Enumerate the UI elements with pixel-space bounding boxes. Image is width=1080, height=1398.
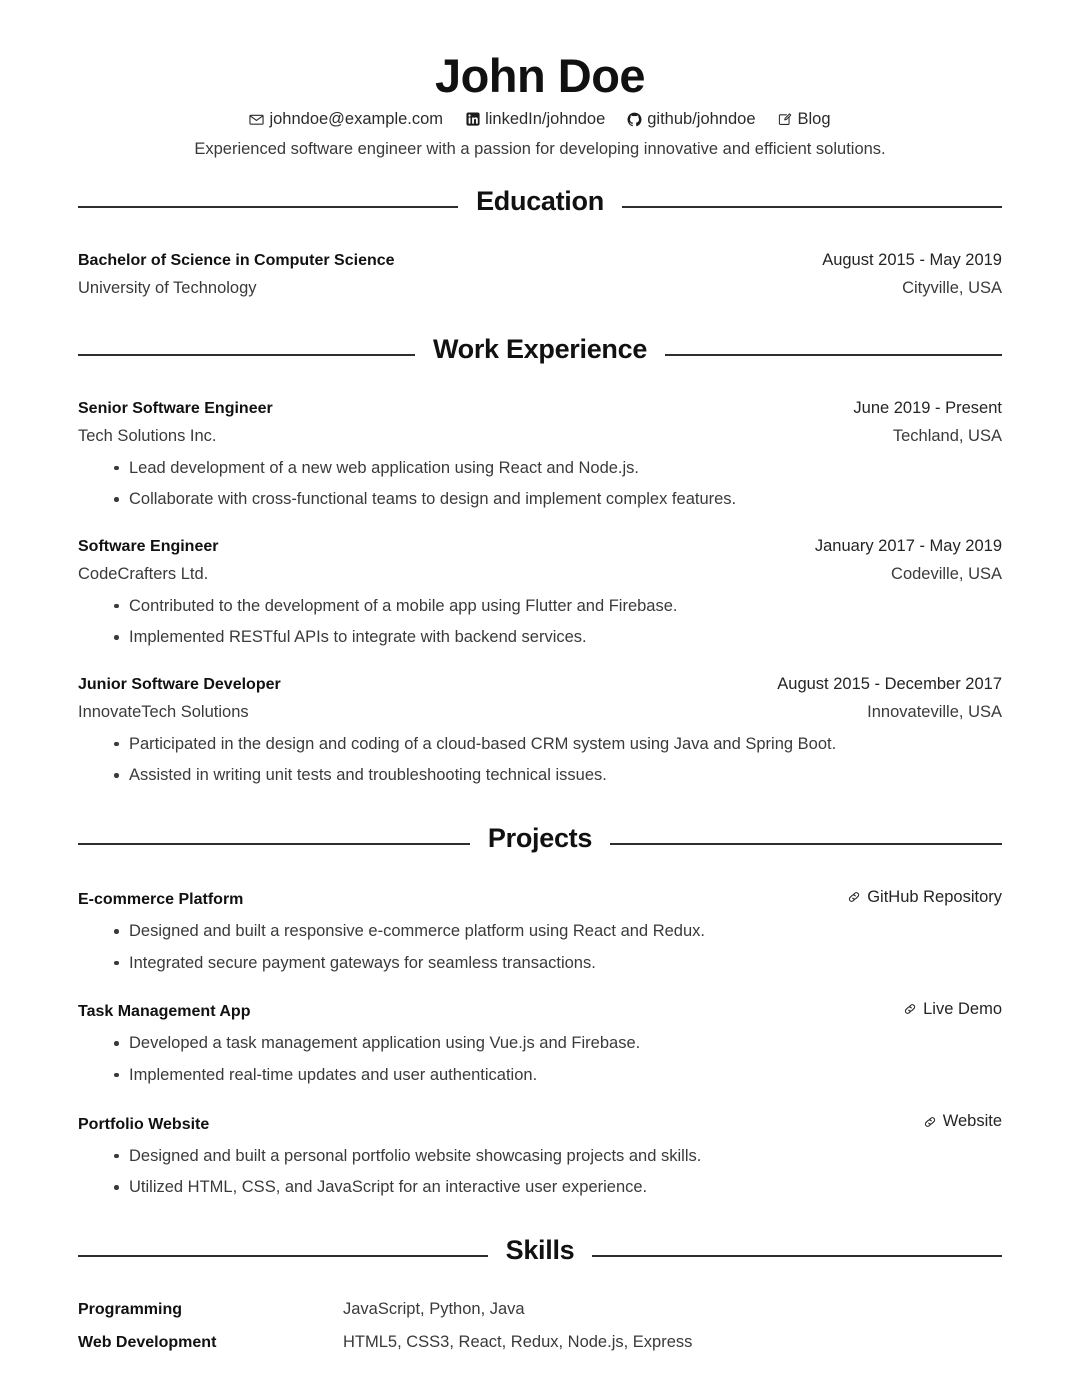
entry-location: Techland, USA [892,426,1002,445]
contact-linkedin-label: linkedIn/johndoe [485,109,606,128]
entry-title: Bachelor of Science in Computer Science [78,251,395,269]
list-item: Lead development of a new web application using React and Node.js. [78,458,1002,479]
skill-row [78,1333,1002,1352]
project-link[interactable] [923,1112,1002,1131]
project-link[interactable] [847,888,1002,907]
entry-location: Codeville, USA [891,564,1002,583]
section-skills [78,1234,1002,1352]
list-item: Contributed to the development of a mobile app using Flutter and Firebase. [78,596,1002,617]
entry-bullets [78,921,1002,974]
section-work-experience [78,333,1002,787]
entry-title: Junior Software Developer [78,675,281,693]
linkedin-icon [465,112,480,127]
entry-subtitle: InnovateTech Solutions [78,702,249,721]
education-entry [78,251,1002,298]
section-title: Work Experience [432,333,648,364]
entry-bullets [78,734,1002,787]
project-link-label: Live Demo [923,999,1002,1018]
project-entry [78,1112,1002,1198]
section-projects [78,822,1002,1199]
resume-header [78,50,1002,160]
heading-rule-left [78,1255,488,1257]
list-item: Utilized HTML, CSS, and JavaScript for an interactive user experience. [78,1177,1002,1198]
skill-value: HTML5, CSS3, React, Redux, Node.js, Express [343,1332,693,1351]
entry-dates: June 2019 - Present [853,398,1002,417]
heading-rule-right [665,354,1002,356]
entry-subtitle: University of Technology [78,278,257,297]
entry-bullets [78,458,1002,511]
entry-dates: August 2015 - May 2019 [822,250,1002,269]
project-link-label: GitHub Repository [867,887,1002,906]
section-heading-education [78,185,1002,221]
entry-title: Senior Software Engineer [78,399,273,417]
section-heading-projects [78,822,1002,858]
list-item: Designed and built a personal portfolio website showcasing projects and skills. [78,1146,1002,1167]
link-icon [903,1002,917,1016]
project-entry [78,888,1002,974]
work-entry [78,399,1002,511]
skill-row [78,1300,1002,1319]
list-item: Participated in the design and coding of a cloud-based CRM system using Java and Spring Boot. [78,734,1002,755]
entry-bullets [78,1033,1002,1086]
list-item: Integrated secure payment gateways for seamless transactions. [78,953,1002,974]
section-title: Education [476,185,604,216]
section-education [78,185,1002,298]
heading-rule-left [78,206,458,208]
work-entry [78,537,1002,649]
heading-rule-left [78,354,415,356]
section-title: Skills [505,1234,575,1265]
section-heading-work [78,333,1002,369]
list-item: Developed a task management application using Vue.js and Firebase. [78,1033,1002,1054]
contact-github-label: github/johndoe [647,109,756,128]
contact-email-label: johndoe@example.com [269,109,444,128]
contact-linkedin[interactable] [465,110,605,129]
contact-email[interactable] [249,110,443,129]
entry-subtitle: CodeCrafters Ltd. [78,564,209,583]
skill-label: Web Development [78,1333,217,1351]
project-link[interactable] [903,1000,1002,1019]
entry-location: Innovateville, USA [867,702,1002,721]
contact-blog[interactable] [778,110,831,129]
list-item: Designed and built a responsive e-commerce platform using React and Redux. [78,921,1002,942]
entry-dates: August 2015 - December 2017 [777,674,1002,693]
project-entry [78,1000,1002,1086]
envelope-icon [249,112,264,127]
heading-rule-left [78,843,470,845]
section-title: Projects [487,822,593,853]
entry-title: Portfolio Website [78,1115,210,1133]
link-icon [847,890,861,904]
list-item: Assisted in writing unit tests and troubleshooting technical issues. [78,765,1002,786]
contact-blog-label: Blog [797,109,831,128]
work-entry [78,675,1002,787]
list-item: Implemented RESTful APIs to integrate with backend services. [78,627,1002,648]
contact-links [78,110,1002,129]
github-icon [627,112,642,127]
list-item: Collaborate with cross-functional teams to design and implement complex features. [78,489,1002,510]
skill-value: JavaScript, Python, Java [343,1299,525,1318]
entry-title: E-commerce Platform [78,891,244,909]
entry-title: Software Engineer [78,537,219,555]
entry-bullets [78,1146,1002,1199]
entry-bullets [78,596,1002,649]
heading-rule-right [622,206,1002,208]
heading-rule-right [610,843,1002,845]
edit-icon [778,112,793,127]
contact-github[interactable] [627,110,755,129]
page-title: John Doe [434,49,646,102]
project-link-label: Website [942,1112,1002,1131]
list-item: Implemented real-time updates and user authentication. [78,1065,1002,1086]
skill-label: Programming [78,1300,183,1318]
summary-tagline: Experienced software engineer with a passion for developing innovative and efficient solutions. [194,139,886,158]
entry-subtitle: Tech Solutions Inc. [78,426,217,445]
entry-dates: January 2017 - May 2019 [814,536,1002,555]
heading-rule-right [592,1255,1002,1257]
entry-title: Task Management App [78,1003,251,1021]
section-heading-skills [78,1234,1002,1270]
link-icon [923,1115,937,1129]
entry-location: Cityville, USA [902,278,1002,297]
